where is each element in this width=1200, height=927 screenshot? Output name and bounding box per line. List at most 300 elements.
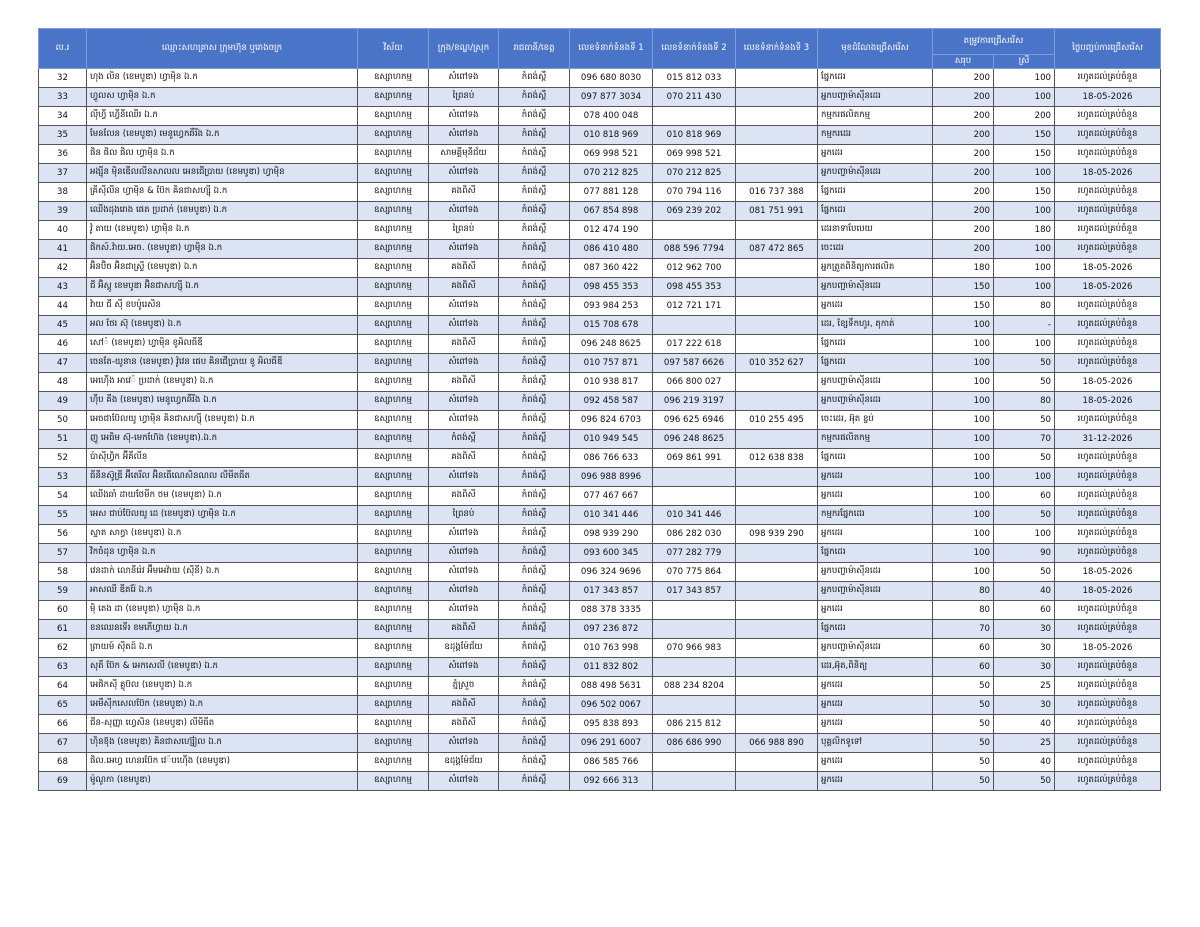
cell-phone-3 [736, 373, 818, 392]
cell-phone-1: 097 877 3034 [570, 88, 653, 107]
cell-no: 56 [39, 525, 87, 544]
cell-position: ដេរនាទាបែបេយ [818, 221, 933, 240]
cell-closing-date: 18-05-2026 [1055, 392, 1161, 411]
cell-closing-date: រហូតដល់គ្រប់ចំនួន [1055, 240, 1161, 259]
cell-phone-2: 069 861 991 [653, 449, 736, 468]
cell-female: 80 [994, 392, 1055, 411]
table-row [39, 221, 1161, 240]
cell-province: កំពង់ស្ពឺ [499, 126, 570, 145]
cell-province: កំពង់ស្ពឺ [499, 563, 570, 582]
cell-sector: ឧស្សាហកម្ម [358, 430, 429, 449]
cell-sector: ឧស្សាហកម្ម [358, 734, 429, 753]
cell-phone-3 [736, 430, 818, 449]
cell-closing-date: រហូតដល់គ្រប់ចំនួន [1055, 772, 1161, 791]
cell-sector: ឧស្សាហកម្ម [358, 506, 429, 525]
table-row [39, 753, 1161, 772]
table-row [39, 392, 1161, 411]
cell-province: កំពង់ស្ពឺ [499, 772, 570, 791]
table-row [39, 335, 1161, 354]
cell-female: 100 [994, 164, 1055, 183]
cell-phone-2: 097 587 6626 [653, 354, 736, 373]
cell-company: ស្ទាត សាក្វា (ខេមបូឌា) ឯ.ក [87, 525, 358, 544]
cell-province: កំពង់ស្ពឺ [499, 316, 570, 335]
cell-company: អេផិកស៊ី គ្លូប៊ល (ខេមបូឌា) ឯ.ក [87, 677, 358, 696]
header-total: សរុប [933, 55, 994, 69]
cell-phone-3 [736, 278, 818, 297]
cell-province: កំពង់ស្ពឺ [499, 392, 570, 411]
cell-phone-1: 086 410 480 [570, 240, 653, 259]
cell-sector: ឧស្សាហកម្ម [358, 183, 429, 202]
cell-position: អ្នកបញ្ជាម៉ាស៊ីនដេរ [818, 563, 933, 582]
cell-province: កំពង់ស្ពឺ [499, 183, 570, 202]
cell-company: ម៉ិ តេង ដា (ខេមបូឌា) ហ្វាម៉ិន ឯ.ក [87, 601, 358, 620]
cell-position: ចេះដេរ, អ៊ុត ខ្ចប់ [818, 411, 933, 430]
cell-phone-3: 012 638 838 [736, 449, 818, 468]
cell-district: សំពៅទង [429, 468, 499, 487]
cell-phone-1: 010 757 871 [570, 354, 653, 373]
cell-female: 100 [994, 240, 1055, 259]
cell-position: ផ្នែកដេរ [818, 202, 933, 221]
cell-province: កំពង់ស្ពឺ [499, 715, 570, 734]
cell-phone-1: 098 939 290 [570, 525, 653, 544]
cell-province: កំពង់ស្ពឺ [499, 69, 570, 88]
cell-district: សំពៅទង [429, 525, 499, 544]
cell-phone-3 [736, 563, 818, 582]
cell-phone-1: 077 881 128 [570, 183, 653, 202]
cell-female: 100 [994, 202, 1055, 221]
cell-total: 100 [933, 354, 994, 373]
cell-phone-2 [653, 221, 736, 240]
cell-position: ផ្នែកដេរ [818, 354, 933, 373]
cell-phone-1: 095 838 893 [570, 715, 653, 734]
cell-phone-2: 015 812 033 [653, 69, 736, 88]
cell-closing-date: 31-12-2026 [1055, 430, 1161, 449]
cell-district: សំពៅទង [429, 107, 499, 126]
cell-phone-3 [736, 772, 818, 791]
cell-total: 80 [933, 582, 994, 601]
cell-phone-1: 069 998 521 [570, 145, 653, 164]
cell-total: 50 [933, 715, 994, 734]
cell-phone-2: 017 222 618 [653, 335, 736, 354]
cell-position: អ្នកត្រួតពិនិត្យការផលិត [818, 259, 933, 278]
cell-sector: ឧស្សាហកម្ម [358, 126, 429, 145]
cell-female: 50 [994, 563, 1055, 582]
cell-sector: ឧស្សាហកម្ម [358, 202, 429, 221]
cell-female: 90 [994, 544, 1055, 563]
cell-phone-3 [736, 658, 818, 677]
cell-female: 50 [994, 411, 1055, 430]
cell-phone-2 [653, 468, 736, 487]
cell-phone-3: 087 472 865 [736, 240, 818, 259]
cell-sector: ឧស្សាហកម្ម [358, 582, 429, 601]
cell-sector: ឧស្សាហកម្ម [358, 772, 429, 791]
cell-female: 100 [994, 468, 1055, 487]
cell-no: 68 [39, 753, 87, 772]
cell-phone-2 [653, 601, 736, 620]
cell-closing-date: រហូតដល់គ្រប់ចំនួន [1055, 696, 1161, 715]
cell-no: 62 [39, 639, 87, 658]
cell-total: 60 [933, 639, 994, 658]
cell-phone-2: 066 800 027 [653, 373, 736, 392]
cell-phone-2: 010 341 446 [653, 506, 736, 525]
cell-province: កំពង់ស្ពឺ [499, 677, 570, 696]
cell-phone-1: 092 458 587 [570, 392, 653, 411]
cell-closing-date: 18-05-2026 [1055, 639, 1161, 658]
cell-sector: ឧស្សាហកម្ម [358, 639, 429, 658]
table-row [39, 107, 1161, 126]
cell-company: ញូ អេធិម ស៊ុ-មេកហ៊ែង (ខេមបូឌា).ឯ.ក [87, 430, 358, 449]
cell-sector: ឧស្សាហកម្ម [358, 69, 429, 88]
table-row [39, 601, 1161, 620]
cell-female: 100 [994, 69, 1055, 88]
cell-total: 100 [933, 487, 994, 506]
cell-no: 36 [39, 145, 87, 164]
cell-phone-1: 010 818 969 [570, 126, 653, 145]
cell-closing-date: រហូតដល់គ្រប់ចំនួន [1055, 734, 1161, 753]
cell-female: 100 [994, 335, 1055, 354]
cell-province: កំពង់ស្ពឺ [499, 373, 570, 392]
cell-total: 100 [933, 430, 994, 449]
cell-position: កម្មករផលិតកម្ម [818, 107, 933, 126]
cell-phone-3: 010 352 627 [736, 354, 818, 373]
table-row [39, 126, 1161, 145]
cell-phone-2 [653, 658, 736, 677]
header-phone-1: លេខទំនាក់ទំនងទី 1 [570, 29, 653, 69]
cell-province: កំពង់ស្ពឺ [499, 278, 570, 297]
cell-position: អ្នកដេរ [818, 525, 933, 544]
cell-female: 50 [994, 449, 1055, 468]
cell-total: 200 [933, 164, 994, 183]
cell-district: គងពិសី [429, 373, 499, 392]
cell-phone-3: 066 988 890 [736, 734, 818, 753]
cell-phone-3 [736, 620, 818, 639]
cell-province: កំពង់ស្ពឺ [499, 297, 570, 316]
cell-phone-3 [736, 601, 818, 620]
cell-phone-1: 098 455 353 [570, 278, 653, 297]
cell-closing-date: 18-05-2026 [1055, 259, 1161, 278]
cell-female: 70 [994, 430, 1055, 449]
cell-total: 200 [933, 145, 994, 164]
cell-total: 100 [933, 411, 994, 430]
cell-position: កម្មករផ្នែកដេរ [818, 506, 933, 525]
table-row [39, 734, 1161, 753]
cell-company: សៅ៉ (ខេមបូឌា) ហ្វាម៉ិន ខូអិលធីឌី [87, 335, 358, 354]
cell-phone-2: 096 248 8625 [653, 430, 736, 449]
cell-sector: ឧស្សាហកម្ម [358, 563, 429, 582]
cell-phone-2: 069 998 521 [653, 145, 736, 164]
table-row [39, 696, 1161, 715]
cell-phone-1: 070 212 825 [570, 164, 653, 183]
cell-total: 80 [933, 601, 994, 620]
cell-total: 50 [933, 772, 994, 791]
cell-phone-1: 096 502 0067 [570, 696, 653, 715]
cell-closing-date: រហូតដល់គ្រប់ចំនួន [1055, 601, 1161, 620]
cell-phone-1: 086 766 633 [570, 449, 653, 468]
cell-sector: ឧស្សាហកម្ម [358, 487, 429, 506]
cell-position: ផ្នែកដេរ [818, 183, 933, 202]
cell-phone-1: 097 236 872 [570, 620, 653, 639]
cell-phone-2: 010 818 969 [653, 126, 736, 145]
cell-province: កំពង់ស្ពឺ [499, 582, 570, 601]
cell-closing-date: រហូតដល់គ្រប់ចំនួន [1055, 297, 1161, 316]
cell-female: 40 [994, 753, 1055, 772]
cell-phone-3 [736, 126, 818, 145]
cell-phone-1: 012 474 190 [570, 221, 653, 240]
cell-province: កំពង់ស្ពឺ [499, 430, 570, 449]
cell-district: សំពៅទង [429, 202, 499, 221]
table-row [39, 259, 1161, 278]
cell-company: ឈើងឆាំ ដាយថែមីក ថម (ខេមបូឌា) ឯ.ក [87, 487, 358, 506]
cell-sector: ឧស្សាហកម្ម [358, 259, 429, 278]
cell-position: អ្នកដេរ [818, 487, 933, 506]
cell-total: 200 [933, 240, 994, 259]
cell-company: ជី អ៊ិស្តូ ខេមបូឌា អ៊ិនជាសហ្ស៊ី ឯ.ក [87, 278, 358, 297]
cell-province: កំពង់ស្ពឺ [499, 164, 570, 183]
cell-position: អ្នកដេរ [818, 677, 933, 696]
cell-closing-date: រហូតដល់គ្រប់ចំនួន [1055, 658, 1161, 677]
cell-company: អាសឈី ឌីតរ៉ែ ឯ.ក [87, 582, 358, 601]
cell-phone-1: 096 291 6007 [570, 734, 653, 753]
cell-phone-1: 088 378 3335 [570, 601, 653, 620]
cell-phone-2: 077 282 779 [653, 544, 736, 563]
cell-position: អ្នកដេរ [818, 753, 933, 772]
cell-position: អ្នកបញ្ជាម៉ាស៊ីនដេរ [818, 582, 933, 601]
table-body [39, 69, 1161, 791]
cell-phone-2: 086 686 990 [653, 734, 736, 753]
table-row [39, 88, 1161, 107]
cell-phone-3 [736, 297, 818, 316]
cell-district: សំពៅទង [429, 658, 499, 677]
cell-total: 200 [933, 107, 994, 126]
cell-province: កំពង់ស្ពឺ [499, 411, 570, 430]
cell-position: បុគ្គលិកទូទៅ [818, 734, 933, 753]
cell-female: 25 [994, 734, 1055, 753]
cell-district: ឧដុង្គម៉ែជ័យ [429, 753, 499, 772]
cell-phone-1: 096 248 8625 [570, 335, 653, 354]
cell-phone-1: 010 763 998 [570, 639, 653, 658]
cell-no: 35 [39, 126, 87, 145]
table-row [39, 278, 1161, 297]
cell-position: អ្នកបញ្ជាម៉ាស៊ីនដេរ [818, 373, 933, 392]
cell-closing-date: រហូតដល់គ្រប់ចំនួន [1055, 620, 1161, 639]
cell-no: 58 [39, 563, 87, 582]
cell-province: កំពង់ស្ពឺ [499, 88, 570, 107]
cell-phone-1: 010 341 446 [570, 506, 653, 525]
cell-total: 100 [933, 316, 994, 335]
cell-female: 30 [994, 639, 1055, 658]
cell-phone-1: 093 984 253 [570, 297, 653, 316]
cell-female: 200 [994, 107, 1055, 126]
cell-closing-date: រហូតដល់គ្រប់ចំនួន [1055, 525, 1161, 544]
cell-closing-date: រហូតដល់គ្រប់ចំនួន [1055, 354, 1161, 373]
cell-company: វ៉ូ តាយ (ខេមបូឌា) ហ្វាម៉ិន ឯ.ក [87, 221, 358, 240]
cell-sector: ឧស្សាហកម្ម [358, 373, 429, 392]
cell-closing-date: រហូតដល់គ្រប់ចំនួន [1055, 449, 1161, 468]
cell-phone-3 [736, 715, 818, 734]
cell-total: 100 [933, 373, 994, 392]
table-row [39, 430, 1161, 449]
cell-position: ផ្នែកដេរ [818, 449, 933, 468]
cell-no: 42 [39, 259, 87, 278]
cell-district: សំពៅទង [429, 69, 499, 88]
cell-sector: ឧស្សាហកម្ម [358, 278, 429, 297]
cell-sector: ឧស្សាហកម្ម [358, 658, 429, 677]
cell-district: គងពិសី [429, 715, 499, 734]
cell-province: កំពង់ស្ពឺ [499, 449, 570, 468]
table-row [39, 563, 1161, 582]
cell-company: អេហ៊ើង អាវេ៉ ប្រដាក់ (ខេមបូឌា) ឯ.ក [87, 373, 358, 392]
table-row [39, 164, 1161, 183]
cell-no: 44 [39, 297, 87, 316]
cell-no: 46 [39, 335, 87, 354]
cell-district: សំពៅទង [429, 563, 499, 582]
cell-phone-3: 016 737 388 [736, 183, 818, 202]
cell-no: 60 [39, 601, 87, 620]
cell-no: 38 [39, 183, 87, 202]
cell-closing-date: 18-05-2026 [1055, 278, 1161, 297]
cell-company: ល៉ីហ្វី ហ្វើនីឈើរ ឯ.ក [87, 107, 358, 126]
header-closing-date: ថ្ងៃបញ្ចប់ការជ្រើសរើស [1055, 29, 1161, 69]
cell-company: អេមឺស៊ីកសេលប៊ែក (ខេមបូឌា) ឯ.ក [87, 696, 358, 715]
cell-phone-1: 093 600 345 [570, 544, 653, 563]
cell-female: 40 [994, 582, 1055, 601]
cell-phone-1: 010 949 545 [570, 430, 653, 449]
cell-position: អ្នកបញ្ជាម៉ាស៊ីនដេរ [818, 392, 933, 411]
cell-position: អ្នកដេរ [818, 772, 933, 791]
cell-phone-1: 088 498 5631 [570, 677, 653, 696]
cell-phone-3 [736, 69, 818, 88]
cell-phone-3 [736, 677, 818, 696]
cell-district: សំពៅទង [429, 772, 499, 791]
cell-phone-1: 087 360 422 [570, 259, 653, 278]
cell-district: ភ្នំស្រួច [429, 677, 499, 696]
cell-no: 49 [39, 392, 87, 411]
cell-no: 50 [39, 411, 87, 430]
cell-phone-1: 067 854 898 [570, 202, 653, 221]
cell-phone-3 [736, 487, 818, 506]
cell-sector: ឧស្សាហកម្ម [358, 297, 429, 316]
header-female: ស្រី [994, 55, 1055, 69]
cell-position: អ្នកដេរ [818, 696, 933, 715]
cell-province: កំពង់ស្ពឺ [499, 221, 570, 240]
cell-sector: ឧស្សាហកម្ម [358, 88, 429, 107]
cell-phone-3 [736, 335, 818, 354]
cell-district: ឧដុង្គម៉ែជ័យ [429, 639, 499, 658]
cell-district: សំពៅទង [429, 601, 499, 620]
cell-no: 39 [39, 202, 87, 221]
cell-company: ផិល.អេហ្វ ហេនរប៊ែក វេ៉បហ៊ើង (ខេមបូឌា) [87, 753, 358, 772]
cell-phone-3: 081 751 991 [736, 202, 818, 221]
cell-province: កំពង់ស្ពឺ [499, 696, 570, 715]
cell-position: ដេរ,អ៊ុត,ពិនិត្យ [818, 658, 933, 677]
cell-district: គងពិសី [429, 487, 499, 506]
cell-sector: ឧស្សាហកម្ម [358, 544, 429, 563]
cell-position: អ្នកបញ្ជាម៉ាស៊ីនដេរ [818, 164, 933, 183]
cell-position: ផ្នែកដេរ [818, 620, 933, 639]
cell-position: ចេះដេរ [818, 240, 933, 259]
cell-phone-1: 092 666 313 [570, 772, 653, 791]
cell-female: 150 [994, 145, 1055, 164]
cell-district: សំពៅទង [429, 392, 499, 411]
cell-district: សំពៅទង [429, 126, 499, 145]
cell-province: កំពង់ស្ពឺ [499, 734, 570, 753]
cell-female: 30 [994, 620, 1055, 639]
cell-province: កំពង់ស្ពឺ [499, 354, 570, 373]
cell-female: 100 [994, 88, 1055, 107]
cell-female: 100 [994, 278, 1055, 297]
table-row [39, 316, 1161, 335]
cell-company: ហ៊ិនខ៊ុង (ខេមបូឌា) ឝិនជាសហ្ស៊ៀល ឯ.ក [87, 734, 358, 753]
cell-phone-2: 069 239 202 [653, 202, 736, 221]
cell-phone-2: 086 215 812 [653, 715, 736, 734]
cell-position: អ្នកបញ្ជាម៉ាស៊ីនដេរ [818, 88, 933, 107]
cell-province: កំពង់ស្ពឺ [499, 639, 570, 658]
cell-no: 45 [39, 316, 87, 335]
cell-district: គងពិសី [429, 620, 499, 639]
cell-company: អេស ជាប់ប៊ែលយូ ដេ (ខេមបូឌា) ហ្វាម៉ិន ឯ.ក [87, 506, 358, 525]
cell-sector: ឧស្សាហកម្ម [358, 221, 429, 240]
cell-sector: ឧស្សាហកម្ម [358, 335, 429, 354]
cell-phone-1: 096 680 8030 [570, 69, 653, 88]
cell-total: 100 [933, 506, 994, 525]
cell-phone-2: 070 775 864 [653, 563, 736, 582]
cell-district: សំពៅទង [429, 582, 499, 601]
cell-phone-3 [736, 88, 818, 107]
cell-position: ដេរ, ខ្សែទឹកហូរ, តុកាត់ [818, 316, 933, 335]
table-row [39, 69, 1161, 88]
cell-phone-2: 017 343 857 [653, 582, 736, 601]
header-phone-3: លេខទំនាក់ទំនងទី 3 [736, 29, 818, 69]
cell-position: អ្នកបញ្ជាម៉ាស៊ីនដេរ [818, 278, 933, 297]
cell-province: កំពង់ស្ពឺ [499, 544, 570, 563]
cell-no: 51 [39, 430, 87, 449]
cell-company: ជីន-សុញ្ញា ហ្វេសិន (ខេមបូឌា) លីមីធីត [87, 715, 358, 734]
cell-position: ផ្នែកដេរ [818, 69, 933, 88]
cell-phone-2: 086 282 030 [653, 525, 736, 544]
cell-phone-1: 077 467 667 [570, 487, 653, 506]
cell-no: 59 [39, 582, 87, 601]
cell-phone-3 [736, 753, 818, 772]
table-row [39, 202, 1161, 221]
cell-no: 67 [39, 734, 87, 753]
table-row [39, 658, 1161, 677]
table-row [39, 354, 1161, 373]
table-row [39, 373, 1161, 392]
cell-sector: ឧស្សាហកម្ម [358, 468, 429, 487]
cell-phone-1: 096 824 6703 [570, 411, 653, 430]
cell-company: ឈើងដុងរោង ផេត ប្រដាក់ (ខេមបូឌា) ឯ.ក [87, 202, 358, 221]
cell-sector: ឧស្សាហកម្ម [358, 145, 429, 164]
cell-total: 200 [933, 126, 994, 145]
table-row [39, 487, 1161, 506]
cell-closing-date: 18-05-2026 [1055, 563, 1161, 582]
cell-total: 100 [933, 335, 994, 354]
recruitment-table [38, 28, 1161, 791]
cell-phone-3 [736, 506, 818, 525]
cell-total: 100 [933, 544, 994, 563]
cell-company: វិកចំដុន ហ្វាម៉ិន ឯ.ក [87, 544, 358, 563]
cell-position: ផ្នែកដេរ [818, 544, 933, 563]
cell-no: 55 [39, 506, 87, 525]
cell-district: គងពិសី [429, 278, 499, 297]
cell-total: 100 [933, 468, 994, 487]
cell-closing-date: រហូតដល់គ្រប់ចំនួន [1055, 468, 1161, 487]
cell-district: កំពង់ស្ពឺ [429, 430, 499, 449]
header-company: ឈ្មោះសហគ្រាស ក្រុមហ៊ុន ឬរោងចក្រ [87, 29, 358, 69]
cell-female: 50 [994, 354, 1055, 373]
cell-no: 57 [39, 544, 87, 563]
cell-female: 50 [994, 506, 1055, 525]
